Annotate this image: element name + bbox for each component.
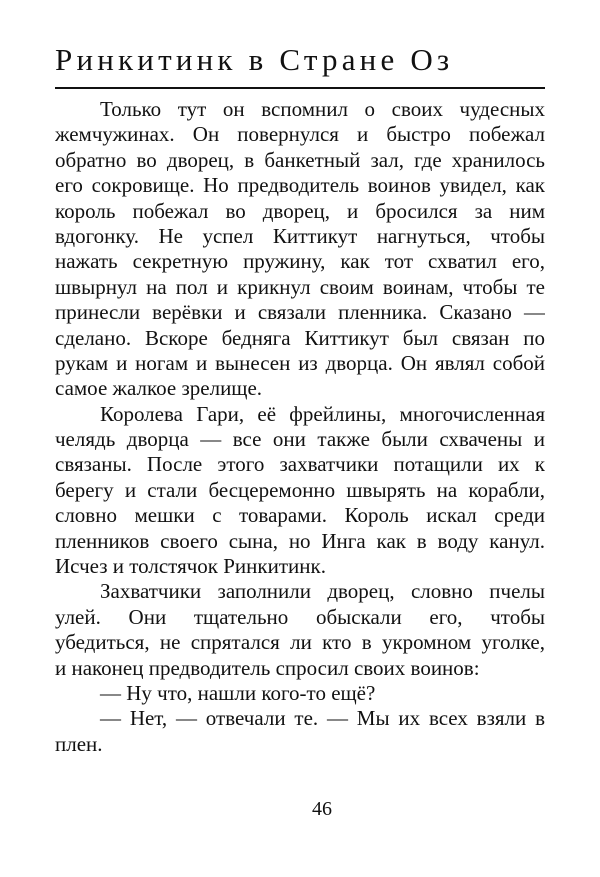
text-line: самое жалкое зрелище. [55,376,263,401]
text-line: принесли верёвки и связали пленника. Сказано — [55,300,545,325]
text-line: Исчез и толстячок Ринкитинк. [55,554,326,579]
text-line: плен. [55,731,103,756]
text-line: швырнул на пол и крикнул своим воинам, чтобы те [55,274,545,299]
text-line: улей. Они тщательно обыскали его, чтобы [55,604,545,629]
text-line: рукам и ногам и вынесен из дворца. Он являл собой [55,350,545,375]
text-line: словно мешки с товарами. Король искал среди [55,503,545,528]
text-line: нажать секретную пружину, как тот схватил его, [55,249,545,274]
paragraph [55,681,545,706]
paragraph [55,706,545,757]
text-line: — Ну что, нашли кого-то ещё? [100,680,376,705]
text-line: Только тут он вспомнил о своих чудесных [100,97,545,121]
text-line: Захватчики заполнили дворец, словно пчелы [100,579,545,604]
text-line: сделано. Вскоре бедняга Киттикут был связан по [55,325,545,350]
text-line: берегу и стали бесцеремонно швырять на корабли, [55,477,545,502]
text-line: связаны. После этого захватчики потащили их к [55,452,545,477]
text-line: челядь дворца — все они также были схвачены и [55,427,545,452]
header-rule [55,87,545,89]
text-line: и наконец предводитель спросил своих воинов: [55,655,480,680]
text-line: обратно во дворец, в банкетный зал, где хранилось [55,147,545,172]
text-line: пленников своего сына, но Инга как в воду канул. [55,528,545,553]
text-line: убедиться, не спрятался ли кто в укромном уголке, [55,630,545,655]
page-body [55,97,545,757]
text-line: жемчужинах. Он повернулся и быстро побежал [55,122,545,147]
paragraph [55,97,545,402]
text-line: — Нет, — отвечали те. — Мы их всех взяли в [100,706,545,731]
text-line: король побежал во дворец, и бросился за ним [55,198,545,223]
paragraph [55,579,545,681]
running-header-title: Ринкитинк в Стране Оз [55,42,454,77]
page-number: 46 [312,798,332,820]
text-line: его сокровище. Но предводитель воинов увидел, как [55,173,545,198]
text-line: вдогонку. Не успел Киттикут нагнуться, чтобы [55,223,545,248]
paragraph [55,402,545,580]
text-line: Королева Гари, её фрейлины, многочисленная [100,401,545,426]
